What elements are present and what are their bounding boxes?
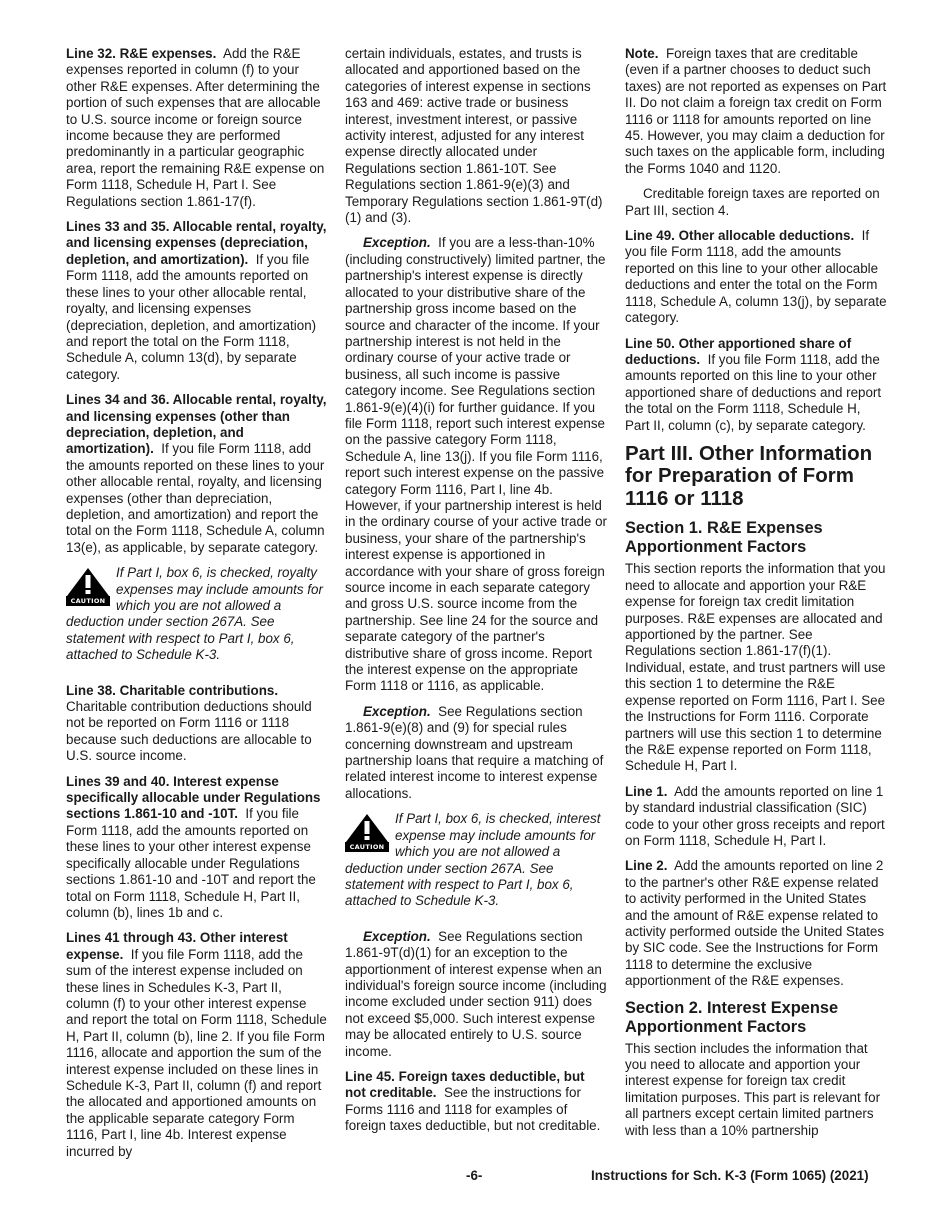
section-2-paragraph: This section includes the information that you need to allocate and apportion your interest expense for foreign tax credit limitation purposes. This part is relevant for all partners except certain limited partners with less than a 10% partnership [625, 1040, 881, 1138]
caution-icon: CAUTION [345, 813, 389, 852]
lines-39-40-paragraph: Lines 39 and 40. Interest expense specifically allocable under Regulations sections 1.861-10 and -10T. If you file Form 1118, add the amounts reported on these lines to your other interest expense specifically allocable under Regulations sections 1.861-10 and -10T and report the total on Form 1118, Schedule H, Part II, column (b), lines 1b and c. [66, 773, 321, 920]
creditable-taxes-paragraph: Creditable foreign taxes are reported on Part III, section 4. [625, 186, 880, 218]
column-3 [625, 46, 887, 1148]
line-2-paragraph: Line 2. Add the amounts reported on line 2 to the partner's other R&E expense related to activity performed in the United States and the amount of R&E expense related to activity performed outside the United States by SIC code. See the Instructions for Form 1118 to determine the exclusive apportionment of the R&E expenses. [625, 858, 885, 989]
part-3-heading: Part III. Other Information for Preparation of Form 1116 or 1118 [625, 441, 873, 510]
exception-individual-paragraph: Exception. See Regulations section 1.861-9T(d)(1) for an exception to the apportionment of interest expense when an individual's foreign source income (including income excluded under section 911) does not exceed $5,000. Such interest expense may be allocated entirely to U.S. source income. [345, 928, 607, 1059]
page-number: -6- [466, 1168, 483, 1183]
line-32-paragraph: Line 32. R&E expenses. Add the R&E expenses reported in column (f) to your other R&E expenses. After determining the portion of such expenses that are allocable to U.S. source income or foreign source income because they are performed predominantly in a particular geographic area, report the remaining R&E expense on Form 1118, Schedule H, Part I. See Regulations section 1.861-17(f). [66, 46, 325, 209]
line-50-paragraph: Line 50. Other apportioned share of deductions. If you file Form 1118, add the amounts reported on this line to your other apportioned share of deductions and report the total on the Form 1118, Schedule H, Part II, column (c), by separate category. [625, 335, 882, 433]
caution-icon: CAUTION [66, 567, 110, 606]
caution-note-interest: CAUTION If Part I, box 6, is checked, interest expense may include amounts for which you are not allowed a deduction under section 267A. See statement with respect to Part I, box 6, attached to Schedule K-3. [345, 811, 601, 909]
column-1 [66, 46, 328, 1169]
caution-note-royalty: CAUTION If Part I, box 6, is checked, royalty expenses may include amounts for which you are not allowed a deduction under section 267A. See statement with respect to Part I, box 6, attached to Schedule K-3. [66, 565, 323, 663]
line-38-paragraph: Line 38. Charitable contributions. Charitable contribution deductions should not be reported on Form 1116 or 1118 because such deductions are allocable to U.S. source income. [66, 682, 312, 764]
line-49-paragraph: Line 49. Other allocable deductions. If you file Form 1118, add the amounts reported on this line to your other allocable deductions and enter the total on the Form 1118, Schedule A, column 13(j), by separate category. [625, 228, 887, 326]
footer-title: Instructions for Sch. K-3 (Form 1065) (2021) [591, 1168, 869, 1183]
lines-41-43-paragraph: Lines 41 through 43. Other interest expense. If you file Form 1118, add the sum of the interest expense included on these lines in Schedules K-3, Part II, column (f) to your other interest expense and report the total on Form 1118, Schedule H, Part II, column (b), line 2. If you file Form 1116, allocate and apportion the sum of the interest expense included on these lines in Schedule K-3, Part II, column (f) and report the allocated and apportioned amounts on the applicable separate category Form 1116, Part I, line 4b. Interest expense incurred by [66, 930, 327, 1159]
section-1-heading: Section 1. R&E Expenses Apportionment Factors [625, 519, 823, 557]
exception-limited-partner-paragraph: Exception. If you are a less-than-10% (including constructively) limited partner, the partnership's interest expense is directly allocated to your distributive share of the partnership gross income based on the source and character of the income. If your partnership interest is not held in the ordinary course of your active trade or business, all such income is passive category income. See Regulations section 1.861-9(e)(4)(i) for further guidance. If you file Form 1118, report such interest expense on the passive category Form 1118, Schedule A, line 13(j). If you file Form 1116, report such interest expense on the passive category Form 1116, Part I, line 4b. However, if your partnership interest is held in the ordinary course of your active trade or business, your share of the partnership's interest expense is apportioned in accordance with your share of gross foreign source income in each separate category and gross U.S. source income from the partnership. See line 24 for the source and separate category of the partner's distributive share of gross income. Report the interest expense on the appropriate Form 1118 or 1116, as applicable. [345, 235, 607, 694]
column-2 [345, 46, 607, 1144]
line-45-paragraph: Line 45. Foreign taxes deductible, but not creditable. See the instructions for Forms 1116 and 1118 for examples of foreign taxes deductible, but not creditable. [345, 1068, 601, 1134]
note-paragraph: Note. Foreign taxes that are creditable (even if a partner chooses to deduct such taxes) are not reported as expenses on Part II. Do not claim a foreign tax credit on Form 1116 or 1118 for amounts reported on line 45. However, you may claim a deduction for such taxes on the applicable form, including the Forms 1040 and 1120. [625, 46, 887, 176]
interest-continuation-paragraph: certain individuals, estates, and trusts is allocated and apportioned based on the categories of interest expense in sections 163 and 469: active trade or business interest, investment interest, or passive activity interest, adjusted for any interest expense directly allocated under Regulations section 1.861-10T. See Regulations section 1.861-9(e)(3) and Temporary Regulations section 1.861-9T(d)(1) and (3). [345, 46, 603, 226]
section-1-paragraph: This section reports the information that you need to allocate and apportion your R&E expense for foreign tax credit limitation purposes. R&E expenses are allocated and apportioned by the partner. See Regulations section 1.861-17(f)(1). Individual, estate, and trust partners will use this section 1 to determine the R&E expense reported on Form 1116, Part I. See the Instructions for Form 1116. Corporate partners will use this section 1 to determine the R&E expense reported on Form 1118, Schedule H, Part I. [625, 561, 886, 774]
lines-33-35-paragraph: Lines 33 and 35. Allocable rental, royalty, and licensing expenses (depreciation, depletion, and amortization). If you file Form 1118, add the amounts reported on these lines to your other allocable rental, royalty, and licensing expenses (depreciation, depletion, and amortization) and report the total on the Form 1118, Schedule A, column 13(d), by separate category. [66, 219, 327, 382]
line-1-paragraph: Line 1. Add the amounts reported on line 1 by standard industrial classification (SIC) code to your other gross receipts and report on Form 1118, Schedule H, Part I. [625, 783, 885, 848]
exception-partnership-loans-paragraph: Exception. See Regulations section 1.861-9(e)(8) and (9) for special rules concerning downstream and upstream partnership loans that require a matching of related interest income to interest expense allocations. [345, 703, 604, 801]
lines-34-36-paragraph: Lines 34 and 36. Allocable rental, royalty, and licensing expenses (other than depreciation, depletion, and amortization). If you file Form 1118, add the amounts reported on these lines to your other allocable rental, royalty, and licensing expenses (other than depreciation, depletion, and amortization) and report the total on the Form 1118, Schedule A, column 13(e), as applicable, by separate category. [66, 392, 327, 555]
section-2-heading: Section 2. Interest Expense Apportionment Factors [625, 998, 839, 1036]
